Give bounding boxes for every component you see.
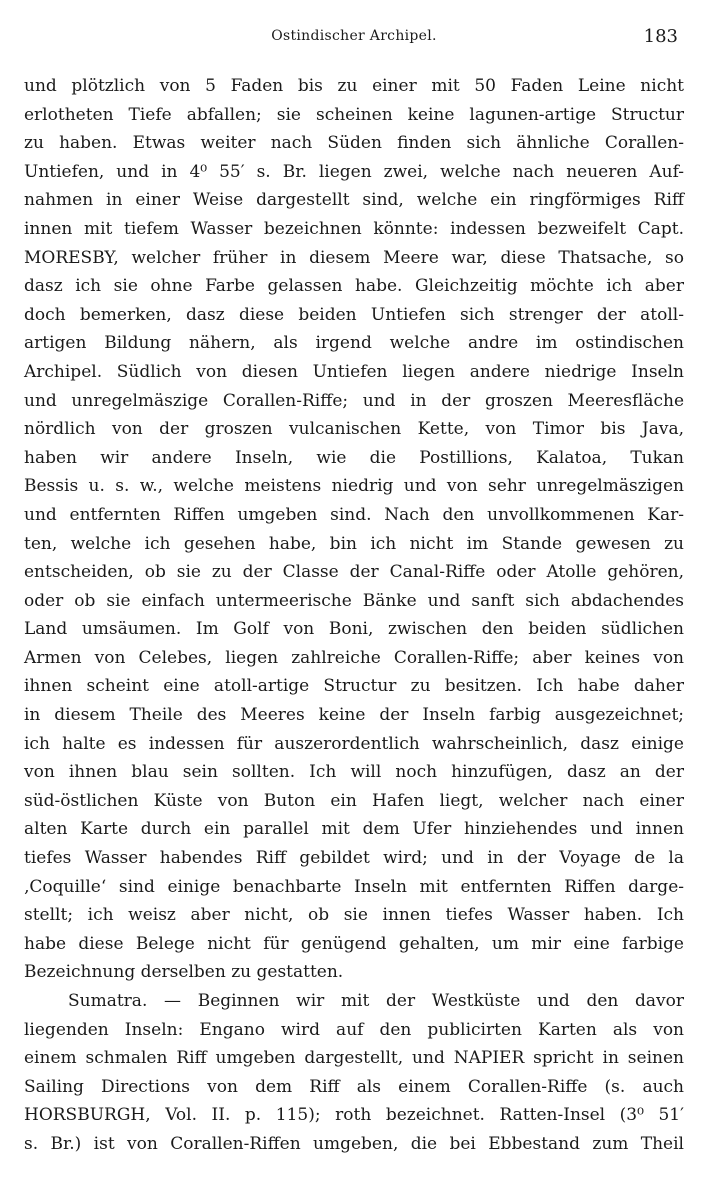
text-line: artigen Bildung nähern, als irgend welche andre im ostindischen bbox=[24, 333, 684, 354]
text-line: in diesem Theile des Meeres keine der Inseln farbig ausgezeichnet; bbox=[24, 705, 684, 726]
text-line: s. Br.) ist von Corallen-Riffen umgeben, die bei Ebbestand zum Theil bbox=[24, 1133, 684, 1154]
text-line: HORSBURGH, Vol. II. p. 115); roth bezeichnet. Ratten-Insel (3⁰ 51′ bbox=[24, 1105, 684, 1126]
text-line: und entfernten Riffen umgeben sind. Nach den unvollkommenen Kar- bbox=[24, 504, 684, 525]
text-line: erlotheten Tiefe abfallen; sie scheinen keine lagunen-artige Structur bbox=[24, 104, 684, 125]
text-line: Land umsäumen. Im Golf von Boni, zwischen den beiden südlichen bbox=[24, 619, 684, 640]
text-line: einem schmalen Riff umgeben dargestellt, und NAPIER spricht in seinen bbox=[24, 1048, 684, 1069]
text-line: Sumatra. — Beginnen wir mit der Westküste und den davor bbox=[68, 991, 684, 1011]
text-line: dasz ich sie ohne Farbe gelassen habe. Gleichzeitig möchte ich aber bbox=[24, 276, 684, 297]
text-line: MORESBY, welcher früher in diesem Meere war, diese Thatsache, so bbox=[24, 247, 684, 268]
text-line: ich halte es indessen für auszerordentlich wahrscheinlich, dasz einige bbox=[24, 733, 684, 754]
text-line: nahmen in einer Weise dargestellt sind, welche ein ringförmiges Riff bbox=[24, 190, 684, 211]
text-line: süd-östlichen Küste von Buton ein Hafen liegt, welcher nach einer bbox=[24, 790, 684, 811]
text-line: ‚Coquille‘ sind einige benachbarte Inseln mit entfernten Riffen darge- bbox=[24, 876, 684, 897]
text-line: Sailing Directions von dem Riff als einem Corallen-Riffe (s. auch bbox=[24, 1076, 684, 1097]
text-line: habe diese Belege nicht für genügend gehalten, um mir eine farbige bbox=[24, 933, 684, 954]
text-line: Untiefen, und in 4⁰ 55′ s. Br. liegen zwei, welche nach neueren Auf- bbox=[24, 161, 684, 182]
text-line: entscheiden, ob sie zu der Classe der Canal-Riffe oder Atolle gehören, bbox=[24, 562, 684, 583]
text-line: haben wir andere Inseln, wie die Postillions, Kalatoa, Tukan bbox=[24, 447, 684, 468]
page-number: 183 bbox=[643, 26, 678, 47]
text-line: stellt; ich weisz aber nicht, ob sie innen tiefes Wasser haben. Ich bbox=[24, 905, 684, 926]
text-line: von ihnen blau sein sollten. Ich will noch hinzufügen, dasz an der bbox=[24, 762, 684, 783]
text-line: Armen von Celebes, liegen zahlreiche Corallen-Riffe; aber keines von bbox=[24, 647, 684, 668]
text-line: tiefes Wasser habendes Riff gebildet wird; und in der Voyage de la bbox=[24, 848, 684, 869]
text-line: und unregelmäszige Corallen-Riffe; und in der groszen Meeresfläche bbox=[24, 390, 684, 411]
text-line: liegenden Inseln: Engano wird auf den publicirten Karten als von bbox=[24, 1019, 684, 1040]
running-head: Ostindischer Archipel. bbox=[271, 28, 437, 44]
text-line: alten Karte durch ein parallel mit dem Ufer hinziehendes und innen bbox=[24, 819, 684, 840]
page-header bbox=[24, 22, 684, 62]
body-text bbox=[24, 72, 684, 1159]
text-line: doch bemerken, dasz diese beiden Untiefen sich strenger der atoll- bbox=[24, 304, 684, 325]
book-page bbox=[24, 22, 684, 1159]
text-line: oder ob sie einfach untermeerische Bänke und sanft sich abdachendes bbox=[24, 590, 684, 611]
text-line: zu haben. Etwas weiter nach Süden finden sich ähnliche Corallen- bbox=[24, 133, 684, 154]
text-line: ihnen scheint eine atoll-artige Structur zu besitzen. Ich habe daher bbox=[24, 676, 684, 697]
text-line: Bessis u. s. w., welche meistens niedrig und von sehr unregelmäszigen bbox=[24, 476, 684, 497]
text-line: und plötzlich von 5 Faden bis zu einer mit 50 Faden Leine nicht bbox=[24, 76, 684, 96]
paragraph-sumatra bbox=[24, 987, 684, 1159]
paragraph-1 bbox=[24, 72, 684, 987]
text-line: Archipel. Südlich von diesen Untiefen liegen andere niedrige Inseln bbox=[24, 361, 684, 382]
text-line: ten, welche ich gesehen habe, bin ich nicht im Stande gewesen zu bbox=[24, 533, 684, 554]
text-line: innen mit tiefem Wasser bezeichnen könnte: indessen bezweifelt Capt. bbox=[24, 218, 684, 239]
text-line: nördlich von der groszen vulcanischen Kette, von Timor bis Java, bbox=[24, 419, 684, 440]
text-line: Bezeichnung derselben zu gestatten. bbox=[24, 962, 344, 983]
